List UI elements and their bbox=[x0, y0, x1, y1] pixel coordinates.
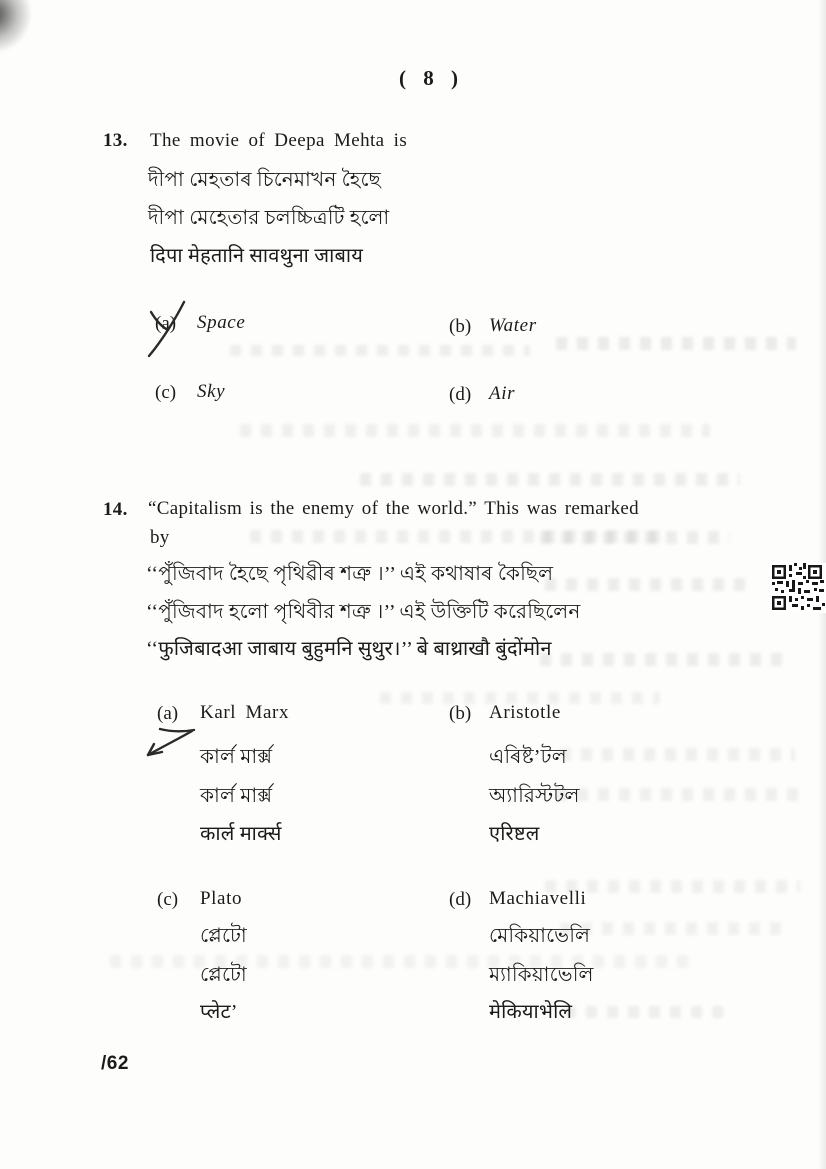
bleed-through-artifact bbox=[560, 748, 795, 761]
qr-code bbox=[772, 563, 826, 613]
question-text-en: The movie of Deepa Mehta is bbox=[150, 130, 408, 151]
option-text-c-bodo: प्लेट’ bbox=[200, 1001, 238, 1023]
option-text-b-en: Aristotle bbox=[489, 702, 561, 723]
option-label-c: (c) bbox=[157, 889, 179, 910]
bleed-through-artifact bbox=[250, 530, 670, 543]
option-text-b-assamese: এৰিষ্ট’টল bbox=[489, 746, 567, 768]
option-label-a: (a) bbox=[155, 313, 177, 334]
question-text-assamese: ‘‘পুঁজিবাদ হৈছে পৃথিৱীৰ শত্ৰু ।’’ এই কথাষাৰ কৈছিল bbox=[146, 563, 554, 585]
option-text-c-assamese: প্লেটো bbox=[200, 925, 247, 947]
bleed-through-artifact bbox=[565, 1006, 725, 1018]
question-text-bengali: ‘‘পুঁজিবাদ হলো পৃথিবীর শত্রু ।’’ এই উক্তিটি করেছিলেন bbox=[146, 601, 581, 623]
question-text-en-line1: “Capitalism is the enemy of the world.” This was remarked bbox=[148, 498, 639, 519]
option-text-d-bengali: ম্যাকিয়াভেলি bbox=[489, 964, 594, 986]
bleed-through-artifact bbox=[556, 788, 801, 801]
footer-paper-code: /62 bbox=[101, 1053, 129, 1074]
option-text-d: Air bbox=[489, 383, 516, 404]
page-number-header: ( 8 ) bbox=[399, 66, 460, 90]
bleed-through-artifact bbox=[560, 922, 790, 935]
question-text-bengali: দীপা মেহেতার চলচ্চিত্রটি হলো bbox=[148, 207, 390, 229]
question-number: 14. bbox=[103, 499, 128, 520]
question-text-bodo: दिपा मेहतानि सावथुना जाबाय bbox=[150, 245, 364, 267]
option-text-a-bodo: कार्ल मार्क्स bbox=[200, 823, 282, 845]
option-text-d-en: Machiavelli bbox=[489, 888, 587, 909]
question-number: 13. bbox=[103, 130, 128, 151]
bleed-through-artifact bbox=[360, 473, 740, 486]
bleed-through-artifact bbox=[110, 955, 690, 968]
option-text-a-assamese: কাৰ্ল মাৰ্ক্স bbox=[200, 746, 273, 768]
option-label-b: (b) bbox=[449, 316, 472, 337]
option-text-d-bodo: मेकियाभेलि bbox=[489, 1001, 573, 1023]
option-text-b: Water bbox=[489, 315, 537, 336]
option-text-a-en: Karl Marx bbox=[200, 702, 290, 723]
question-text-assamese: দীপা মেহতাৰ চিনেমাখন হৈছে bbox=[148, 169, 381, 191]
option-label-c: (c) bbox=[155, 382, 177, 403]
option-text-c-en: Plato bbox=[200, 888, 243, 909]
option-text-a-bengali: কার্ল মার্ক্স bbox=[200, 785, 273, 807]
bleed-through-artifact bbox=[540, 531, 730, 544]
question-text-bodo: ‘‘फुजिबादआ जाबाय बुहुमनि सुथुर।’’ बे बाथ्राखौ बुंदोंमोन bbox=[146, 638, 552, 660]
bleed-through-artifact bbox=[240, 424, 710, 437]
bleed-through-artifact bbox=[540, 653, 790, 666]
scan-corner-smudge bbox=[0, 0, 32, 52]
handwritten-tick-annotation bbox=[140, 296, 196, 362]
option-text-c-bengali: প্লেটো bbox=[200, 964, 247, 986]
option-label-a: (a) bbox=[157, 703, 179, 724]
option-text-c: Sky bbox=[197, 381, 226, 402]
bleed-through-artifact bbox=[556, 337, 796, 350]
question-text-en-line2: by bbox=[150, 527, 170, 548]
option-text-a: Space bbox=[197, 312, 246, 333]
option-text-b-bodo: एरिष्टल bbox=[489, 823, 540, 845]
option-label-d: (d) bbox=[449, 384, 472, 405]
option-text-d-assamese: মেকিয়াভেলি bbox=[489, 925, 591, 947]
handwritten-arrow-annotation bbox=[136, 716, 208, 762]
option-label-d: (d) bbox=[449, 889, 472, 910]
bleed-through-artifact bbox=[545, 578, 755, 591]
bleed-through-artifact bbox=[230, 345, 530, 356]
option-text-b-bengali: অ্যারিস্টটল bbox=[489, 785, 580, 807]
option-label-b: (b) bbox=[449, 703, 472, 724]
